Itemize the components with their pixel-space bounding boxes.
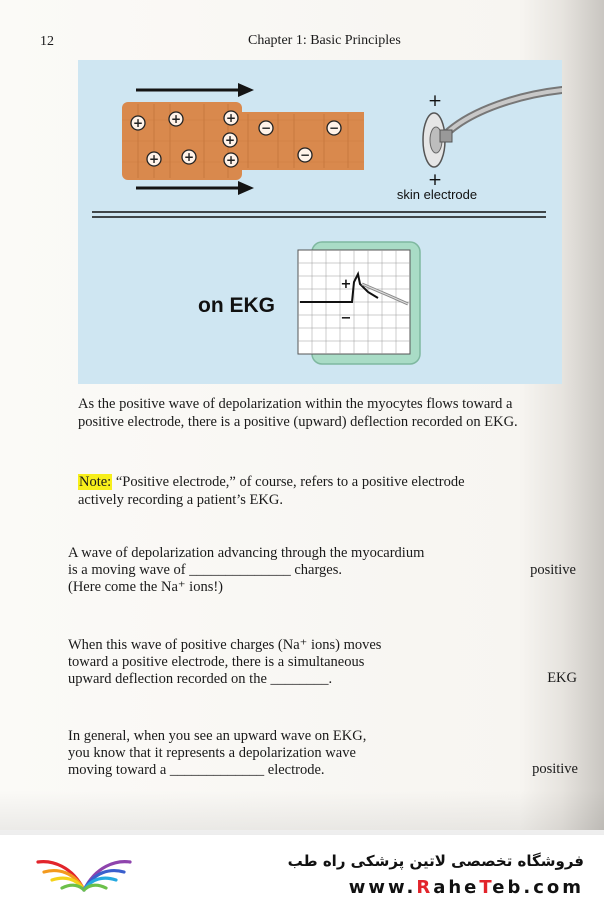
question-line: A wave of depolarization advancing through the myocardium xyxy=(68,545,425,561)
ekg-monitor xyxy=(298,242,420,364)
url-prefix: www. xyxy=(348,877,417,898)
plus-charge: + xyxy=(132,116,144,130)
url-letter-r: R xyxy=(416,877,434,898)
page-bottom-shadow xyxy=(0,790,604,835)
question-line: toward a positive electrode, there is a simultaneous xyxy=(68,654,365,670)
question-line: you know that it represents a depolarization wave xyxy=(68,745,356,761)
question-line: (Here come the Na⁺ ions!) xyxy=(68,579,224,595)
minus-charge: − xyxy=(328,121,340,135)
depolarization-illustration xyxy=(78,60,562,384)
skin-electrode-label: skin electrode xyxy=(396,187,478,202)
answer-frame-3: positive xyxy=(532,761,578,777)
electrode-plus-top: + xyxy=(427,91,443,111)
plus-charge: + xyxy=(225,153,237,167)
open-book-logo xyxy=(34,846,134,898)
question-line: When this wave of positive charges (Na⁺ ions) moves xyxy=(68,637,382,653)
page-number: 12 xyxy=(40,34,54,49)
question-line: upward deflection recorded on the ________. xyxy=(68,671,333,687)
question-line: is a moving wave of ______________ charges. xyxy=(68,562,342,578)
plus-charge: + xyxy=(170,112,182,126)
question-frame-3 xyxy=(68,728,468,779)
question-frame-1 xyxy=(68,545,468,596)
url-part-2: eb.com xyxy=(492,877,584,898)
figure-divider xyxy=(92,212,546,217)
question-line: moving toward a _____________ electrode. xyxy=(68,762,325,778)
minus-charge: − xyxy=(260,121,272,135)
note-label: Note: xyxy=(79,474,112,490)
answer-frame-2: EKG xyxy=(547,670,577,686)
ekg-minus: − xyxy=(340,311,352,326)
url-letter-t: T xyxy=(479,877,493,898)
ekg-plus: + xyxy=(340,277,352,292)
skin-electrode xyxy=(423,90,562,167)
note-paragraph xyxy=(78,473,498,509)
plus-charge: + xyxy=(148,152,160,166)
note-text: “Positive electrode,” of course, refers to a positive electrode actively recording a patient’s EKG. xyxy=(78,474,465,508)
running-head: Chapter 1: Basic Principles xyxy=(248,33,401,48)
url-part-1: ahe xyxy=(433,877,480,898)
question-frame-2 xyxy=(68,637,468,688)
plus-charge: + xyxy=(183,150,195,164)
electrode-plus-bottom: + xyxy=(427,170,443,190)
minus-charge: − xyxy=(299,148,311,162)
on-ekg-label: on EKG xyxy=(198,294,275,317)
plus-charge: + xyxy=(224,133,236,147)
store-name: فروشگاه تخصصی لاتین پزشکی راه طب xyxy=(287,852,584,870)
store-url[interactable] xyxy=(349,877,584,898)
plus-charge: + xyxy=(225,111,237,125)
figure-caption: As the positive wave of depolarization within the myocytes flows toward a positive electrode, there is a positive (upward) deflection recorded on EKG. xyxy=(78,396,518,430)
figure-panel xyxy=(78,60,562,384)
myocyte-strip xyxy=(122,102,364,180)
question-line: In general, when you see an upward wave on EKG, xyxy=(68,728,367,744)
answer-frame-1: positive xyxy=(530,562,576,578)
